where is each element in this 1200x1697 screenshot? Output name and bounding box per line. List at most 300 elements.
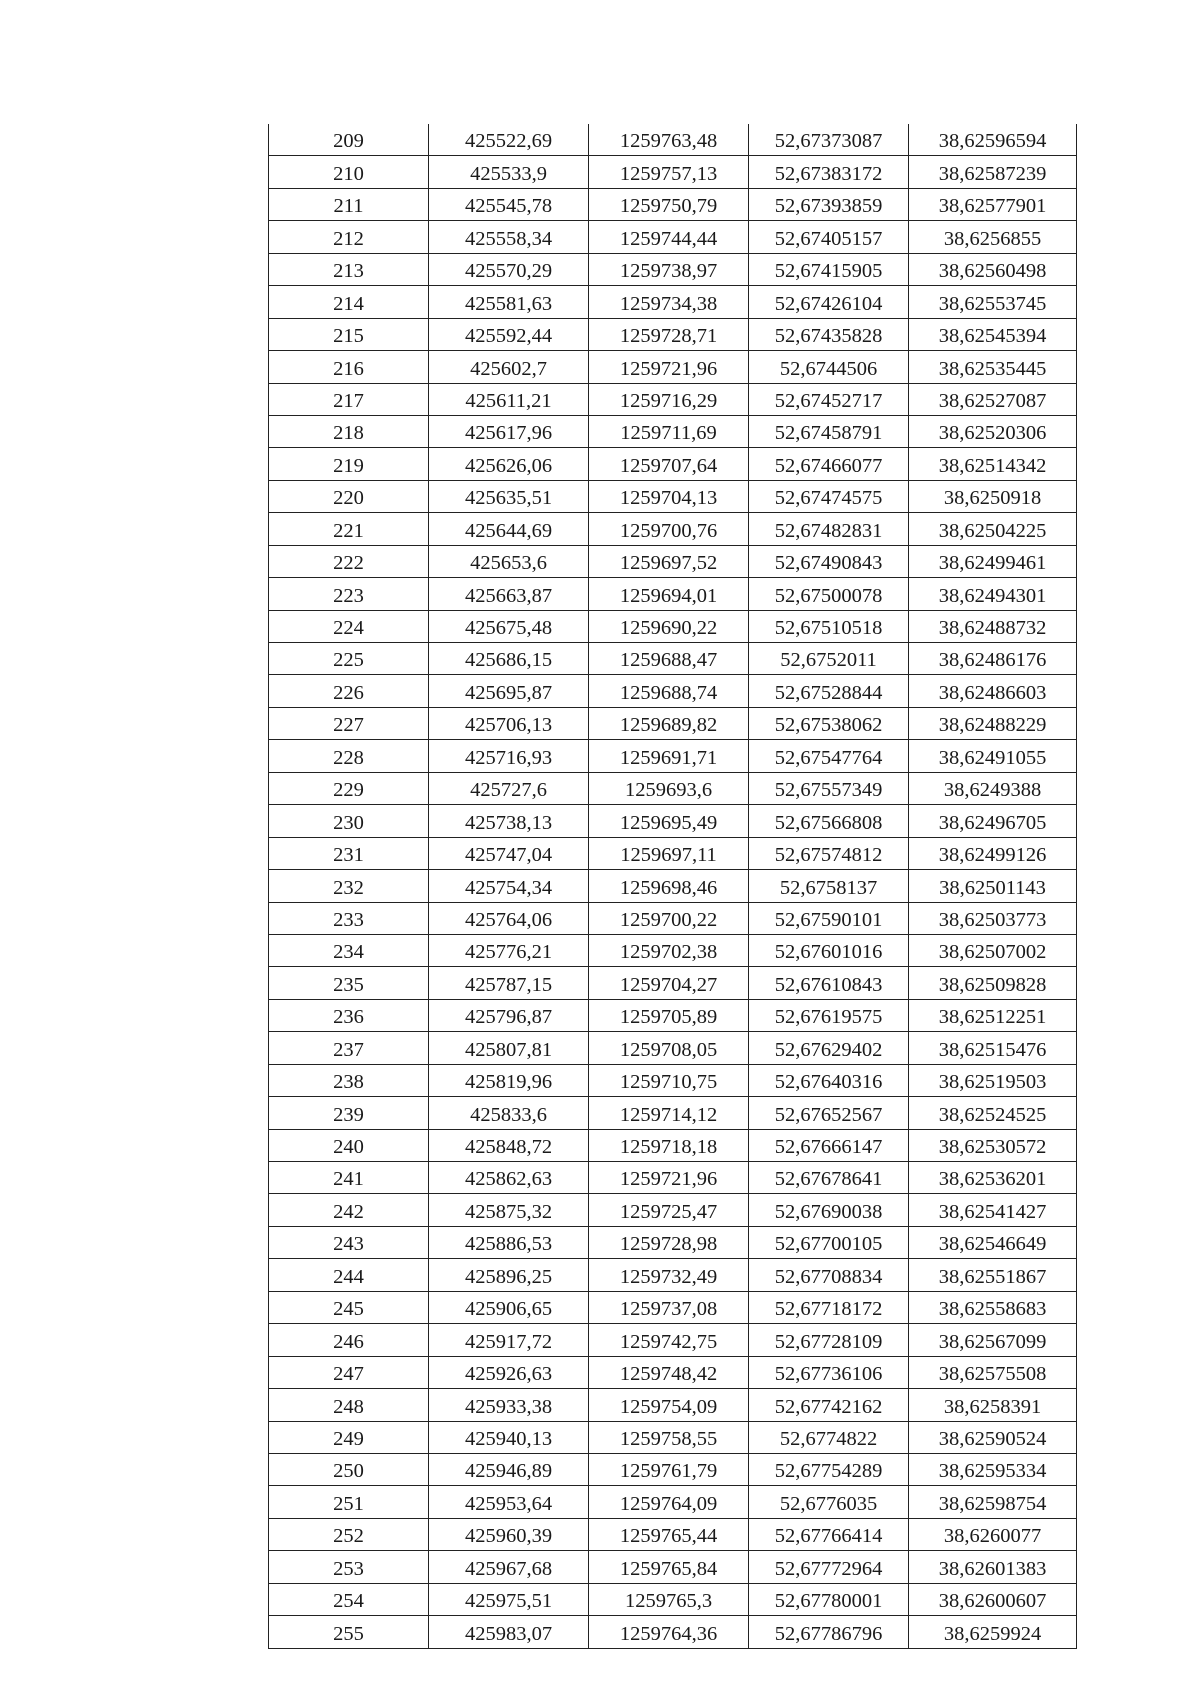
y-coordinate-cell bbox=[589, 1194, 749, 1226]
cell-text: 238 bbox=[333, 1071, 364, 1094]
cell-text: 1259765,44 bbox=[619, 1525, 718, 1548]
cell-text: 425581,63 bbox=[464, 292, 553, 315]
cell-text: 38,62515476 bbox=[938, 1038, 1047, 1061]
y-coordinate-cell bbox=[589, 610, 749, 642]
y-coordinate-cell bbox=[589, 999, 749, 1031]
cell-text: 52,67426104 bbox=[774, 292, 883, 315]
table-row bbox=[269, 1097, 1077, 1129]
longitude-cell bbox=[909, 1032, 1077, 1064]
cell-text: 1259704,27 bbox=[619, 973, 718, 996]
cell-text: 236 bbox=[333, 1006, 364, 1029]
cell-text: 38,62486603 bbox=[938, 681, 1047, 704]
cell-text: 216 bbox=[333, 357, 364, 380]
point-number-cell bbox=[269, 1291, 429, 1323]
latitude-cell bbox=[749, 448, 909, 480]
x-coordinate-cell bbox=[429, 221, 589, 253]
point-number-cell bbox=[269, 643, 429, 675]
x-coordinate-cell bbox=[429, 1129, 589, 1161]
x-coordinate-cell bbox=[429, 1162, 589, 1194]
cell-text: 242 bbox=[333, 1200, 364, 1223]
cell-text: 425716,93 bbox=[464, 746, 553, 769]
y-coordinate-cell bbox=[589, 1097, 749, 1129]
longitude-cell bbox=[909, 1389, 1077, 1421]
point-number-cell bbox=[269, 578, 429, 610]
cell-text: 38,62524525 bbox=[938, 1103, 1047, 1126]
point-number-cell bbox=[269, 967, 429, 999]
table-row bbox=[269, 610, 1077, 642]
y-coordinate-cell bbox=[589, 156, 749, 188]
cell-text: 52,6752011 bbox=[780, 649, 877, 672]
x-coordinate-cell bbox=[429, 351, 589, 383]
cell-text: 425592,44 bbox=[464, 325, 553, 348]
latitude-cell bbox=[749, 1356, 909, 1388]
cell-text: 425635,51 bbox=[464, 487, 553, 510]
cell-text: 38,62536201 bbox=[938, 1168, 1047, 1191]
longitude-cell bbox=[909, 1129, 1077, 1161]
point-number-cell bbox=[269, 805, 429, 837]
x-coordinate-cell bbox=[429, 902, 589, 934]
point-number-cell bbox=[269, 1583, 429, 1615]
point-number-cell bbox=[269, 351, 429, 383]
latitude-cell bbox=[749, 415, 909, 447]
cell-text: 425940,13 bbox=[464, 1427, 553, 1450]
longitude-cell bbox=[909, 805, 1077, 837]
cell-text: 38,62491055 bbox=[938, 746, 1047, 769]
longitude-cell bbox=[909, 383, 1077, 415]
point-number-cell bbox=[269, 188, 429, 220]
cell-text: 52,67742162 bbox=[774, 1395, 883, 1418]
latitude-cell bbox=[749, 1064, 909, 1096]
latitude-cell bbox=[749, 286, 909, 318]
cell-text: 1259707,64 bbox=[619, 454, 718, 477]
y-coordinate-cell bbox=[589, 870, 749, 902]
longitude-cell bbox=[909, 448, 1077, 480]
point-number-cell bbox=[269, 1259, 429, 1291]
cell-text: 229 bbox=[333, 779, 364, 802]
latitude-cell bbox=[749, 740, 909, 772]
cell-text: 1259728,98 bbox=[619, 1233, 718, 1256]
cell-text: 212 bbox=[333, 227, 364, 250]
cell-text: 38,62598754 bbox=[938, 1492, 1047, 1515]
point-number-cell bbox=[269, 837, 429, 869]
y-coordinate-cell bbox=[589, 837, 749, 869]
cell-text: 52,67538062 bbox=[774, 714, 883, 737]
point-number-cell bbox=[269, 772, 429, 804]
cell-text: 52,6774822 bbox=[779, 1427, 878, 1450]
latitude-cell bbox=[749, 1162, 909, 1194]
latitude-cell bbox=[749, 967, 909, 999]
cell-text: 38,62575508 bbox=[938, 1363, 1047, 1386]
longitude-cell bbox=[909, 870, 1077, 902]
cell-text: 38,62501143 bbox=[939, 876, 1046, 899]
cell-text: 425754,34 bbox=[464, 876, 553, 899]
cell-text: 425611,21 bbox=[465, 389, 552, 412]
cell-text: 247 bbox=[333, 1363, 364, 1386]
cell-text: 213 bbox=[333, 260, 364, 283]
x-coordinate-cell bbox=[429, 1583, 589, 1615]
cell-text: 234 bbox=[333, 941, 364, 964]
cell-text: 230 bbox=[333, 811, 364, 834]
latitude-cell bbox=[749, 545, 909, 577]
y-coordinate-cell bbox=[589, 415, 749, 447]
table-row bbox=[269, 870, 1077, 902]
cell-text: 38,62596594 bbox=[938, 130, 1047, 153]
cell-text: 425848,72 bbox=[464, 1136, 553, 1158]
cell-text: 214 bbox=[333, 292, 364, 315]
y-coordinate-cell bbox=[589, 1356, 749, 1388]
cell-text: 1259765,84 bbox=[619, 1557, 718, 1580]
point-number-cell bbox=[269, 1389, 429, 1421]
latitude-cell bbox=[749, 999, 909, 1031]
cell-text: 52,67629402 bbox=[774, 1038, 883, 1061]
cell-text: 228 bbox=[333, 746, 364, 769]
cell-text: 227 bbox=[333, 714, 364, 737]
cell-text: 1259694,01 bbox=[619, 584, 718, 607]
cell-text: 52,67666147 bbox=[774, 1136, 883, 1158]
longitude-cell bbox=[909, 351, 1077, 383]
latitude-cell bbox=[749, 1389, 909, 1421]
longitude-cell bbox=[909, 124, 1077, 156]
table-row bbox=[269, 934, 1077, 966]
cell-text: 38,62527087 bbox=[938, 389, 1047, 412]
longitude-cell bbox=[909, 837, 1077, 869]
cell-text: 38,62507002 bbox=[938, 941, 1047, 964]
cell-text: 1259708,05 bbox=[619, 1038, 718, 1061]
longitude-cell bbox=[909, 1064, 1077, 1096]
latitude-cell bbox=[749, 1486, 909, 1518]
y-coordinate-cell bbox=[589, 1291, 749, 1323]
y-coordinate-cell bbox=[589, 351, 749, 383]
cell-text: 224 bbox=[333, 617, 364, 639]
table-row bbox=[269, 902, 1077, 934]
point-number-cell bbox=[269, 415, 429, 447]
table-row bbox=[269, 318, 1077, 350]
longitude-cell bbox=[909, 1453, 1077, 1485]
point-number-cell bbox=[269, 513, 429, 545]
cell-text: 425960,39 bbox=[464, 1525, 553, 1548]
latitude-cell bbox=[749, 707, 909, 739]
cell-text: 425653,6 bbox=[470, 552, 547, 575]
cell-text: 38,62595334 bbox=[938, 1460, 1047, 1483]
table-row bbox=[269, 805, 1077, 837]
longitude-cell bbox=[909, 1259, 1077, 1291]
table-row bbox=[269, 1324, 1077, 1356]
y-coordinate-cell bbox=[589, 124, 749, 156]
cell-text: 1259761,79 bbox=[619, 1460, 718, 1483]
point-number-cell bbox=[269, 707, 429, 739]
y-coordinate-cell bbox=[589, 480, 749, 512]
cell-text: 1259764,09 bbox=[619, 1492, 718, 1515]
longitude-cell bbox=[909, 1616, 1077, 1648]
cell-text: 38,62601383 bbox=[938, 1557, 1047, 1580]
cell-text: 250 bbox=[333, 1460, 364, 1483]
table-row bbox=[269, 1356, 1077, 1388]
cell-text: 38,6250918 bbox=[943, 487, 1042, 510]
latitude-cell bbox=[749, 1616, 909, 1648]
point-number-cell bbox=[269, 156, 429, 188]
x-coordinate-cell bbox=[429, 1486, 589, 1518]
table-row bbox=[269, 1064, 1077, 1096]
cell-text: 425558,34 bbox=[464, 227, 553, 250]
y-coordinate-cell bbox=[589, 1583, 749, 1615]
cell-text: 425917,72 bbox=[464, 1330, 553, 1353]
cell-text: 38,62504225 bbox=[938, 519, 1047, 542]
cell-text: 425967,68 bbox=[464, 1557, 553, 1580]
cell-text: 38,62512251 bbox=[938, 1006, 1047, 1029]
table-row bbox=[269, 383, 1077, 415]
longitude-cell bbox=[909, 1551, 1077, 1583]
cell-text: 243 bbox=[333, 1233, 364, 1256]
cell-text: 38,62535445 bbox=[938, 357, 1047, 380]
point-number-cell bbox=[269, 545, 429, 577]
table-row bbox=[269, 156, 1077, 188]
longitude-cell bbox=[909, 675, 1077, 707]
cell-text: 425602,7 bbox=[470, 357, 547, 380]
table-row bbox=[269, 286, 1077, 318]
longitude-cell bbox=[909, 480, 1077, 512]
latitude-cell bbox=[749, 675, 909, 707]
latitude-cell bbox=[749, 253, 909, 285]
table-row bbox=[269, 351, 1077, 383]
cell-text: 237 bbox=[333, 1038, 364, 1061]
table-row bbox=[269, 1421, 1077, 1453]
x-coordinate-cell bbox=[429, 1097, 589, 1129]
x-coordinate-cell bbox=[429, 934, 589, 966]
x-coordinate-cell bbox=[429, 253, 589, 285]
longitude-cell bbox=[909, 1324, 1077, 1356]
x-coordinate-cell bbox=[429, 1356, 589, 1388]
cell-text: 1259711,69 bbox=[620, 422, 717, 445]
cell-text: 225 bbox=[333, 649, 364, 672]
table-row bbox=[269, 188, 1077, 220]
cell-text: 52,67566808 bbox=[774, 811, 883, 834]
point-number-cell bbox=[269, 383, 429, 415]
longitude-cell bbox=[909, 578, 1077, 610]
cell-text: 425787,15 bbox=[464, 973, 553, 996]
cell-text: 1259764,36 bbox=[619, 1622, 718, 1645]
cell-text: 425675,48 bbox=[464, 617, 553, 639]
cell-text: 1259721,96 bbox=[619, 357, 718, 380]
cell-text: 52,67547764 bbox=[774, 746, 883, 769]
x-coordinate-cell bbox=[429, 1616, 589, 1648]
cell-text: 1259765,3 bbox=[624, 1590, 713, 1613]
y-coordinate-cell bbox=[589, 1162, 749, 1194]
cell-text: 232 bbox=[333, 876, 364, 899]
cell-text: 1259716,29 bbox=[619, 389, 718, 412]
table-row bbox=[269, 545, 1077, 577]
point-number-cell bbox=[269, 1226, 429, 1258]
cell-text: 425663,87 bbox=[464, 584, 553, 607]
y-coordinate-cell bbox=[589, 1486, 749, 1518]
x-coordinate-cell bbox=[429, 1259, 589, 1291]
cell-text: 52,67510518 bbox=[774, 617, 883, 639]
cell-text: 1259744,44 bbox=[619, 227, 718, 250]
cell-text: 235 bbox=[333, 973, 364, 996]
longitude-cell bbox=[909, 934, 1077, 966]
point-number-cell bbox=[269, 124, 429, 156]
latitude-cell bbox=[749, 1291, 909, 1323]
x-coordinate-cell bbox=[429, 805, 589, 837]
cell-text: 38,62551867 bbox=[938, 1265, 1047, 1288]
cell-text: 1259748,42 bbox=[619, 1363, 718, 1386]
latitude-cell bbox=[749, 221, 909, 253]
x-coordinate-cell bbox=[429, 675, 589, 707]
cell-text: 1259734,38 bbox=[619, 292, 718, 315]
cell-text: 425626,06 bbox=[464, 454, 553, 477]
table-row bbox=[269, 124, 1077, 156]
latitude-cell bbox=[749, 351, 909, 383]
cell-text: 38,62530572 bbox=[938, 1136, 1047, 1158]
cell-text: 38,62488732 bbox=[938, 617, 1047, 639]
x-coordinate-cell bbox=[429, 513, 589, 545]
cell-text: 239 bbox=[333, 1103, 364, 1126]
x-coordinate-cell bbox=[429, 383, 589, 415]
cell-text: 52,67393859 bbox=[774, 195, 883, 218]
cell-text: 52,67690038 bbox=[774, 1200, 883, 1223]
table-row bbox=[269, 1226, 1077, 1258]
point-number-cell bbox=[269, 1616, 429, 1648]
latitude-cell bbox=[749, 1583, 909, 1615]
y-coordinate-cell bbox=[589, 1518, 749, 1550]
cell-text: 1259704,13 bbox=[619, 487, 718, 510]
cell-text: 425686,15 bbox=[464, 649, 553, 672]
coordinates-table-body bbox=[269, 124, 1077, 1648]
cell-text: 52,67678641 bbox=[774, 1168, 883, 1191]
cell-text: 38,62486176 bbox=[938, 649, 1047, 672]
cell-text: 252 bbox=[333, 1525, 364, 1548]
point-number-cell bbox=[269, 1162, 429, 1194]
cell-text: 1259688,47 bbox=[619, 649, 718, 672]
cell-text: 1259728,71 bbox=[619, 325, 718, 348]
cell-text: 52,67700105 bbox=[774, 1233, 883, 1256]
cell-text: 248 bbox=[333, 1395, 364, 1418]
cell-text: 425570,29 bbox=[464, 260, 553, 283]
y-coordinate-cell bbox=[589, 740, 749, 772]
cell-text: 1259691,71 bbox=[619, 746, 718, 769]
cell-text: 425819,96 bbox=[464, 1071, 553, 1094]
cell-text: 52,67383172 bbox=[774, 162, 883, 185]
point-number-cell bbox=[269, 253, 429, 285]
cell-text: 425946,89 bbox=[464, 1460, 553, 1483]
cell-text: 210 bbox=[333, 162, 364, 185]
cell-text: 38,62546649 bbox=[938, 1233, 1047, 1256]
longitude-cell bbox=[909, 740, 1077, 772]
cell-text: 223 bbox=[333, 584, 364, 607]
point-number-cell bbox=[269, 318, 429, 350]
longitude-cell bbox=[909, 902, 1077, 934]
cell-text: 425862,63 bbox=[464, 1168, 553, 1191]
latitude-cell bbox=[749, 480, 909, 512]
cell-text: 246 bbox=[333, 1330, 364, 1353]
longitude-cell bbox=[909, 1356, 1077, 1388]
cell-text: 425644,69 bbox=[464, 519, 553, 542]
table-row bbox=[269, 480, 1077, 512]
cell-text: 218 bbox=[333, 422, 364, 445]
y-coordinate-cell bbox=[589, 1064, 749, 1096]
cell-text: 52,67405157 bbox=[774, 227, 883, 250]
cell-text: 209 bbox=[333, 130, 364, 153]
cell-text: 1259718,18 bbox=[619, 1136, 718, 1158]
y-coordinate-cell bbox=[589, 1551, 749, 1583]
point-number-cell bbox=[269, 610, 429, 642]
cell-text: 425695,87 bbox=[464, 681, 553, 704]
cell-text: 52,67458791 bbox=[774, 422, 883, 445]
cell-text: 1259737,08 bbox=[619, 1298, 718, 1321]
cell-text: 38,62558683 bbox=[938, 1298, 1047, 1321]
cell-text: 52,67528844 bbox=[774, 681, 883, 704]
cell-text: 425522,69 bbox=[464, 130, 553, 153]
cell-text: 52,67610843 bbox=[774, 973, 883, 996]
cell-text: 52,67786796 bbox=[774, 1622, 883, 1645]
cell-text: 38,62560498 bbox=[938, 260, 1047, 283]
cell-text: 1259697,52 bbox=[619, 552, 718, 575]
y-coordinate-cell bbox=[589, 934, 749, 966]
latitude-cell bbox=[749, 188, 909, 220]
table-row bbox=[269, 772, 1077, 804]
cell-text: 1259742,75 bbox=[619, 1330, 718, 1353]
cell-text: 254 bbox=[333, 1590, 364, 1613]
x-coordinate-cell bbox=[429, 318, 589, 350]
latitude-cell bbox=[749, 513, 909, 545]
cell-text: 425896,25 bbox=[464, 1265, 553, 1288]
cell-text: 38,6258391 bbox=[943, 1395, 1042, 1418]
cell-text: 1259690,22 bbox=[619, 617, 718, 639]
longitude-cell bbox=[909, 610, 1077, 642]
y-coordinate-cell bbox=[589, 513, 749, 545]
cell-text: 425533,9 bbox=[470, 162, 547, 185]
cell-text: 244 bbox=[333, 1265, 364, 1288]
cell-text: 1259725,47 bbox=[619, 1200, 718, 1223]
x-coordinate-cell bbox=[429, 415, 589, 447]
longitude-cell bbox=[909, 318, 1077, 350]
cell-text: 1259688,74 bbox=[619, 681, 718, 704]
longitude-cell bbox=[909, 1226, 1077, 1258]
cell-text: 425706,13 bbox=[464, 714, 553, 737]
y-coordinate-cell bbox=[589, 643, 749, 675]
cell-text: 1259689,82 bbox=[619, 714, 718, 737]
x-coordinate-cell bbox=[429, 1194, 589, 1226]
y-coordinate-cell bbox=[589, 772, 749, 804]
latitude-cell bbox=[749, 1518, 909, 1550]
table-row bbox=[269, 578, 1077, 610]
table-row bbox=[269, 1616, 1077, 1648]
longitude-cell bbox=[909, 1291, 1077, 1323]
cell-text: 52,67728109 bbox=[774, 1330, 883, 1353]
x-coordinate-cell bbox=[429, 643, 589, 675]
y-coordinate-cell bbox=[589, 383, 749, 415]
cell-text: 38,62600607 bbox=[938, 1590, 1047, 1613]
cell-text: 1259705,89 bbox=[619, 1006, 718, 1029]
coordinates-table bbox=[268, 124, 1077, 1649]
x-coordinate-cell bbox=[429, 1226, 589, 1258]
cell-text: 220 bbox=[333, 487, 364, 510]
y-coordinate-cell bbox=[589, 675, 749, 707]
latitude-cell bbox=[749, 902, 909, 934]
point-number-cell bbox=[269, 1032, 429, 1064]
cell-text: 425738,13 bbox=[464, 811, 553, 834]
latitude-cell bbox=[749, 1226, 909, 1258]
cell-text: 38,62590524 bbox=[938, 1427, 1047, 1450]
table-row bbox=[269, 253, 1077, 285]
table-row bbox=[269, 967, 1077, 999]
cell-text: 52,67466077 bbox=[774, 454, 883, 477]
cell-text: 52,67766414 bbox=[774, 1525, 883, 1548]
y-coordinate-cell bbox=[589, 286, 749, 318]
cell-text: 1259698,46 bbox=[619, 876, 718, 899]
table-row bbox=[269, 448, 1077, 480]
latitude-cell bbox=[749, 1097, 909, 1129]
cell-text: 215 bbox=[333, 325, 364, 348]
